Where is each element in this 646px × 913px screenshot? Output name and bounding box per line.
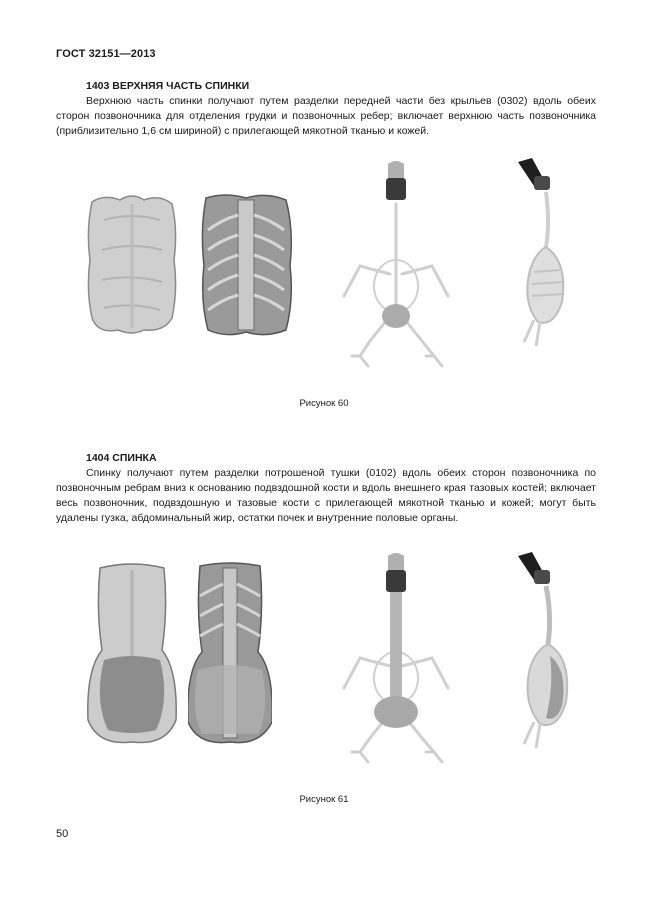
section-1404-text: Спинку получают путем разделки потрошеной тушки (0102) вдоль обеих сторон позвоночника по позвоночным ребрам вниз к основанию подвздошной кости и вдоль внешнего края тазовых костей; включает весь позвоночник, подвздошную и тазовые кости с прилегающей мякотной тканью и кожей; могут быть удалены гузка, абдоминальный жир, остатки почек и внутренние половые органы. <box>56 467 596 524</box>
skeleton-side-diagram-60 <box>510 152 580 352</box>
document-header: ГОСТ 32151—2013 <box>56 48 156 60</box>
page-number: 50 <box>56 828 69 840</box>
skeleton-front-diagram-61 <box>330 548 462 768</box>
figure-60-caption: Рисунок 60 <box>299 398 349 409</box>
back-bone-photo <box>188 560 272 748</box>
upper-back-bone-photo <box>196 190 296 340</box>
section-1404-title: 1404 СПИНКА <box>86 452 157 464</box>
section-1403-title: 1403 ВЕРХНЯЯ ЧАСТЬ СПИНКИ <box>86 80 250 92</box>
back-skin-photo <box>86 560 178 748</box>
section-1403-text: Верхнюю часть спинки получают путем разделки передней части без крыльев (0302) вдоль обеих сторон позвоночника для отделения грудки и позвоночных ребер; включает верхнюю часть позвоночника (приблизительно 1,6 см шириной) с прилегающей мякотной тканью и кожей. <box>56 95 596 137</box>
figure-61-caption: Рисунок 61 <box>299 794 349 805</box>
skeleton-side-diagram-61 <box>510 546 580 752</box>
skeleton-front-diagram-60 <box>330 156 462 374</box>
upper-back-skin-photo <box>84 190 180 340</box>
